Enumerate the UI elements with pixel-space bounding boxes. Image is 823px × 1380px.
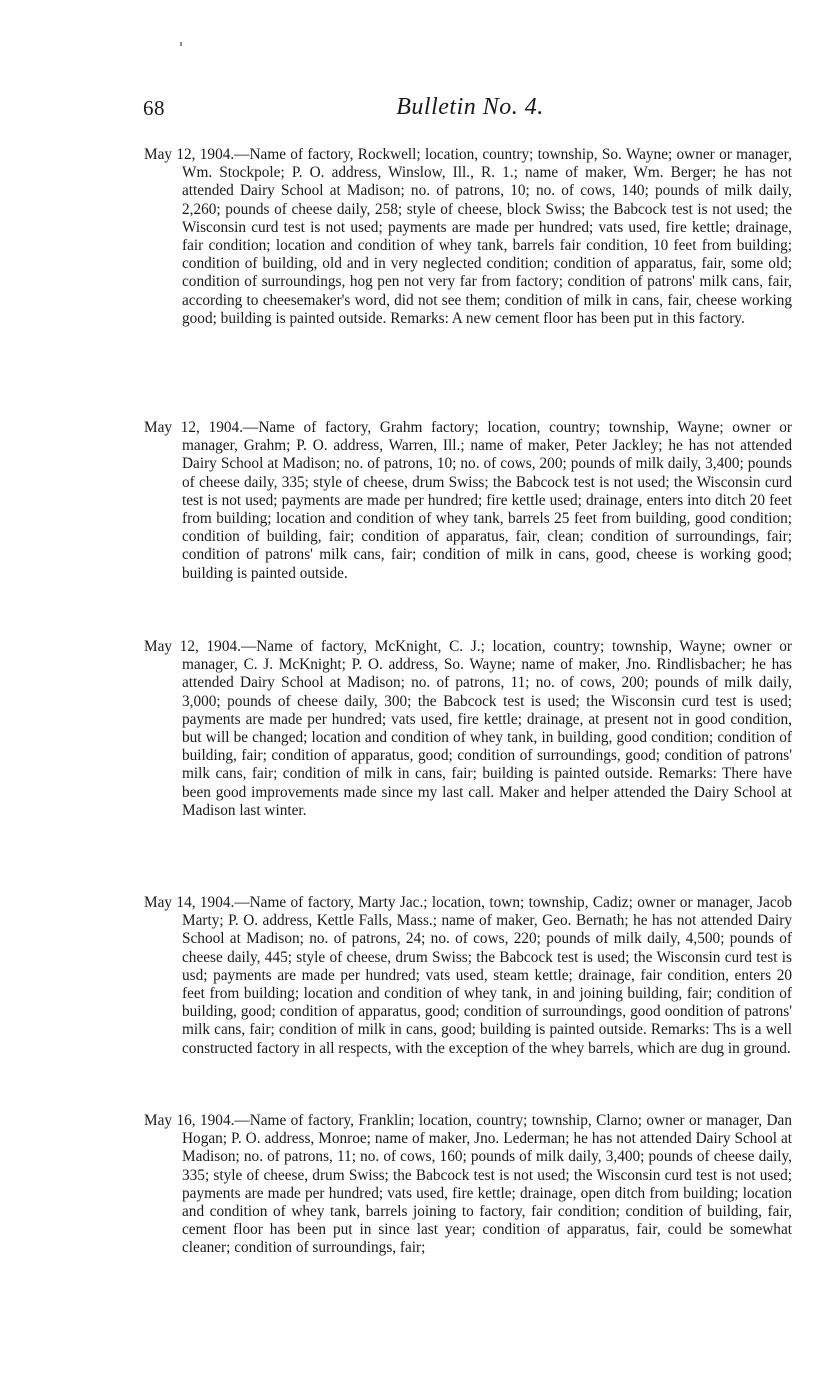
inspection-entry-grahm: May 12, 1904.—Name of factory, Grahm factory; location, country; township, Wayne; owner or manager, Grahm; P. O. address, Warren, Ill.; name of maker, Peter Jackley; he has not attended Dairy School at Madison; no. of patrons, 10; no. of cows, 200; pounds of milk daily, 3,400; pounds of cheese daily, 335; style of cheese, drum Swiss; the Babcock test is not used; the Wisconsin curd test is not used; payments are made per hundred; fire kettle used; drainage, enters into ditch 20 feet from building; location and condition of whey tank, barrels 25 feet from building, good condition; condition of building, fair; condition of apparatus, fair, clean; condition of surroundings, fair; condition of patrons' milk cans, fair; condition of milk in cans, good, cheese is working good; building is painted outside. xyxy=(144,419,792,582)
inspection-entry-mcknight: May 12, 1904.—Name of factory, McKnight, C. J.; location, country; township, Wayne; owner or manager, C. J. McKnight; P. O. address, So. Wayne; name of maker, Jno. Rindlisbacher; he has attended Dairy School at Madison; no. of patrons, 11; no. of cows, 200; pounds of milk daily, 3,000; pounds of cheese daily, 300; the Babcock test is used; the Wisconsin curd test is used; payments are made per hundred; vats used, fire kettle; drainage, at present not in good condition, but will be changed; location and condition of whey tank, in building, good condition; condition of building, fair; condition of apparatus, good; condition of surroundings, good; condition of patrons' milk cans, fair; condition of milk in cans, fair; building is painted outside. Remarks: There have been good improvements made since my last call. Maker and helper attended the Dairy School at Madison last winter. xyxy=(144,638,792,819)
print-speck xyxy=(180,42,182,46)
running-title: Bulletin No. 4. xyxy=(396,94,544,120)
page-header xyxy=(140,96,800,132)
inspection-entry-rockwell: May 12, 1904.—Name of factory, Rockwell; location, country; township, So. Wayne; owner or manager, Wm. Stockpole; P. O. address, Winslow, Ill., R. 1.; name of maker, Wm. Berger; he has not attended Dairy School at Madison; no. of patrons, 10; no. of cows, 140; pounds of milk daily, 2,260; pounds of cheese daily, 258; style of cheese, block Swiss; the Babcock test is not used; the Wisconsin curd test is not used; payments are made per hundred; vats used, fire kettle; drainage, fair condition; location and condition of whey tank, barrels fair condition, 10 feet from building; condition of building, old and in very neglected condition; condition of apparatus, fair, some old; condition of surroundings, hog pen not very far from factory; condition of patrons' milk cans, fair, according to cheesemaker's word, did not see them; condition of milk in cans, fair, cheese working good; building is painted outside. Remarks: A new cement floor has been put in this factory. xyxy=(144,146,792,327)
inspection-entry-franklin: May 16, 1904.—Name of factory, Franklin; location, country; township, Clarno; owner or manager, Dan Hogan; P. O. address, Monroe; name of maker, Jno. Lederman; he has not attended Dairy School at Madison; no. of patrons, 11; no. of cows, 160; pounds of milk daily, 3,400; pounds of cheese daily, 335; style of cheese, drum Swiss; the Babcock test is not used; the Wisconsin curd test is not used; payments are made per hundred; vats used, fire kettle; drainage, open ditch from building; location and condition of whey tank, barrels joining to factory, fair condition; condition of building, fair, cement floor has been put in since last year; condition of apparatus, fair, could be somewhat cleaner; condition of surroundings, fair; xyxy=(144,1112,792,1257)
inspection-entry-marty: May 14, 1904.—Name of factory, Marty Jac.; location, town; township, Cadiz; owner or manager, Jacob Marty; P. O. address, Kettle Falls, Mass.; name of maker, Geo. Bernath; he has not attended Dairy School at Madison; no. of patrons, 24; no. of cows, 220; pounds of milk daily, 4,500; pounds of cheese daily, 445; style of cheese, drum Swiss; the Babcock test is used; the Wisconsin curd test is usd; payments are made per hundred; vats used, steam kettle; drainage, fair condition, enters 20 feet from building; location and condition of whey tank, in and joining building, fair; condition of building, good; condition of apparatus, good; condition of surroundings, good oondition of patrons' milk cans, fair; condition of milk in cans, good; building is painted outside. Remarks: Ths is a well constructed factory in all respects, with the exception of the whey barrels, which are dug in ground. xyxy=(144,894,792,1057)
page-number: 68 xyxy=(143,96,165,120)
